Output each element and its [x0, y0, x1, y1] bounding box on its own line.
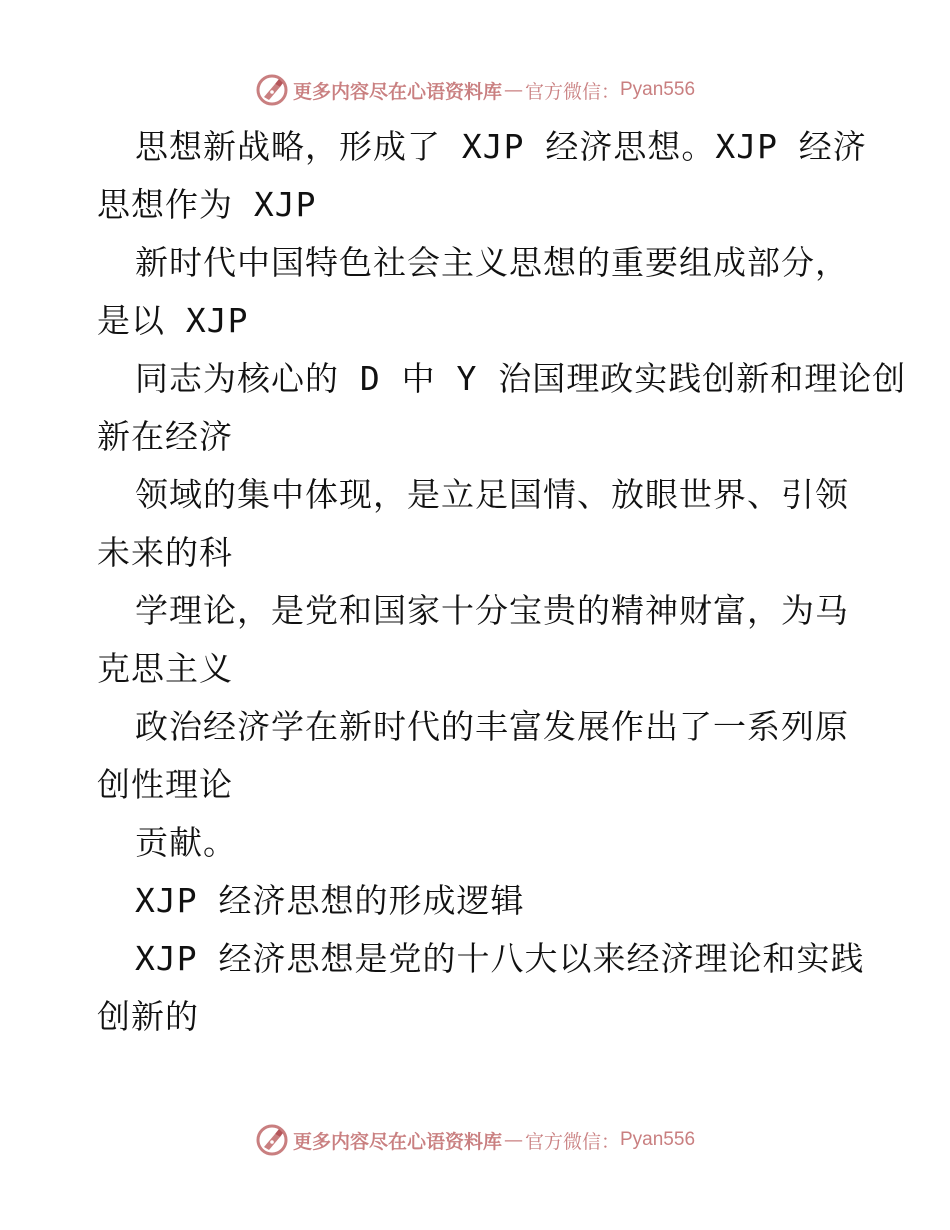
text-line: XJP 经济思想是党的十八大以来经济理论和实践	[135, 939, 865, 978]
banner-separator: —	[503, 1129, 523, 1151]
document-body	[97, 118, 907, 1046]
banner-text: 更多内容尽在心语资料库	[292, 1130, 502, 1153]
banner-wechat-label: 官方微信：	[524, 1130, 620, 1153]
pen-nib-logo-icon	[255, 1123, 289, 1157]
footer-watermark-banner	[0, 1120, 950, 1160]
text-line: 政治经济学在新时代的丰富发展作出了一系列原	[135, 707, 849, 746]
text-line: 新在经济	[97, 417, 233, 456]
banner-wechat-label: 官方微信：	[524, 80, 620, 103]
banner-wechat-id: Pyan556	[620, 79, 696, 100]
text-line: 思想作为 XJP	[97, 185, 317, 224]
pen-nib-logo-icon	[255, 73, 289, 107]
text-line: 新时代中国特色社会主义思想的重要组成部分，	[135, 243, 849, 282]
text-line: 创新的	[97, 997, 199, 1036]
text-line: 同志为核心的 D 中 Y 治国理政实践创新和理论创	[135, 359, 907, 398]
text-line: XJP 经济思想的形成逻辑	[135, 881, 525, 920]
text-line: 贡献。	[135, 823, 237, 862]
text-line: 学理论，是党和国家十分宝贵的精神财富，为马	[135, 591, 849, 630]
text-line: 思想新战略，形成了 XJP 经济思想。XJP 经济	[135, 127, 867, 166]
header-watermark-banner	[0, 70, 950, 110]
text-line: 是以 XJP	[97, 301, 249, 340]
text-line: 未来的科	[97, 533, 233, 572]
text-line: 创性理论	[97, 765, 233, 804]
banner-wechat-id: Pyan556	[620, 1129, 696, 1150]
text-line: 领域的集中体现，是立足国情、放眼世界、引领	[135, 475, 849, 514]
banner-text: 更多内容尽在心语资料库	[292, 80, 502, 103]
text-line: 克思主义	[97, 649, 233, 688]
banner-separator: —	[503, 79, 523, 101]
